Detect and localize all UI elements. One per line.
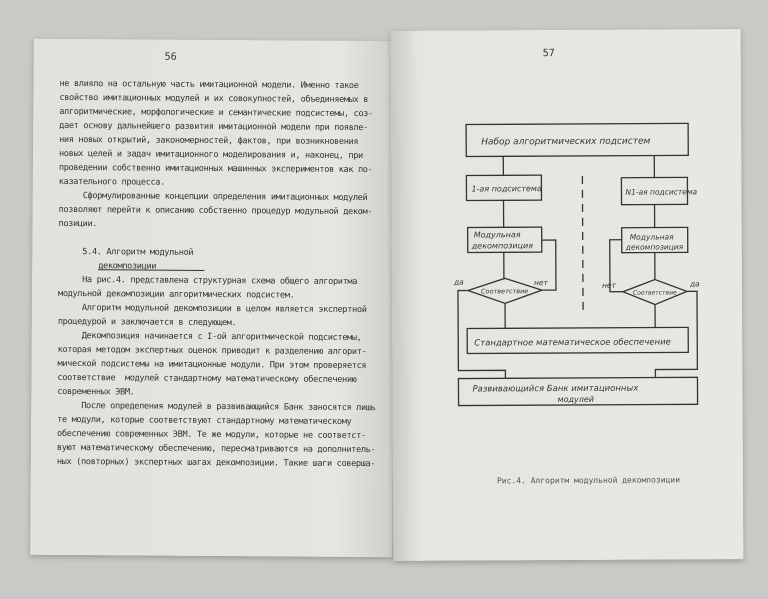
text-line: Алгоритм модульной декомпозиции в целом является экспертной xyxy=(81,303,367,316)
text-line: позволяют перейти к описанию собственно процедур модульной деком- xyxy=(58,204,373,218)
text-line: те модули, которые соответствуют стандартному математическому xyxy=(57,414,352,427)
check-right-label: Соответствие xyxy=(632,289,677,297)
text-line: Декомпозиция начинается с I-ой алгоритмической подсистемы, xyxy=(81,331,362,344)
text-line: модульной декомпозиции алгоритмических подсистем. xyxy=(57,288,295,301)
flowchart xyxy=(391,29,743,471)
text-line: современных ЭВМ. xyxy=(57,386,135,398)
dashed-separator xyxy=(582,176,583,310)
section-title: 5.4. Алгоритм модульной xyxy=(82,247,194,258)
left-page xyxy=(30,39,396,558)
sub-left-label: 1-ая подсистема xyxy=(471,184,542,194)
text-line: вуют математическому обеспечению, пересматриваются на дополнитель- xyxy=(56,442,376,456)
no-right-label: нет xyxy=(601,280,616,290)
text-line: обеспечению современных ЭВМ. Те же модули, которые не соответст- xyxy=(57,428,366,442)
text-line: На рис.4. представлена структурная схема общего алгоритма xyxy=(82,275,358,288)
decomp-right-label: Модульная xyxy=(629,232,674,242)
decomp-left-label: декомпозиция xyxy=(471,241,534,251)
text-line: Сформулированные концепции определения имитационных модулей xyxy=(82,191,368,204)
text-line: дает основу дальнейшего развития имитационной модели при появле- xyxy=(59,120,368,134)
bank-label: модулей xyxy=(557,394,595,405)
text-line: ния новых открытий, закономерностей, фактов, при возникновения xyxy=(59,134,359,148)
text-line: свойство имитационных модулей и их совокупностей, объединяемых в xyxy=(59,92,369,106)
text-line: проведении собственно имитационных машинных экспериментов как по- xyxy=(58,162,373,176)
text-line: новых целей и задач имитационного моделирования и, наконец, при xyxy=(58,148,363,162)
text-line: ных (повторных) экспертных шагах декомпозиции. Такие шаги соверша- xyxy=(56,456,376,470)
no-left-label: нет xyxy=(533,278,548,288)
page-number: 56 xyxy=(164,51,177,63)
page-number: 57 xyxy=(542,48,555,60)
bank-label: Развивающийся Банк имитационных xyxy=(472,383,639,395)
box-top-label: Набор алгоритмических подсистем xyxy=(481,136,651,148)
check-left-label: Соответствие xyxy=(480,287,529,296)
text-line: которая методом экспертных оценок приводит к разделению алгорит- xyxy=(57,344,367,358)
yes-right-label: да xyxy=(689,279,700,289)
text-line: не влияло на остальную часть имитационной модели. Именно такое xyxy=(59,78,359,92)
body-text xyxy=(57,77,390,471)
std-label: Стандартное математическое обеспечение xyxy=(474,337,671,349)
text-line: После определения модулей в развивающийся Банк заносятся лишь xyxy=(81,401,376,414)
text-line: алгоритмические, морфологические и семантические подсистемы, соз- xyxy=(59,106,373,120)
text-line: мической подсистемы на имитационные модули. При этом проверяется xyxy=(57,358,367,372)
text-line: казательного процесса. xyxy=(58,176,165,188)
decomp-left-label: Модульная xyxy=(473,230,521,240)
section-title-2: декомпозиции xyxy=(98,261,157,272)
text-line: позиции. xyxy=(58,218,98,230)
decomp-right-label: декомпозиция xyxy=(625,242,684,252)
text-line: процедурой и заключается в следующем. xyxy=(57,316,237,329)
right-page xyxy=(391,29,744,561)
yes-left-label: да xyxy=(453,277,464,287)
figure-caption: Рис.4. Алгоритм модульной декомпозиции xyxy=(496,475,681,486)
sub-right-label: N1-ая подсистема xyxy=(625,187,698,197)
text-line: соответствие модулей стандартному математическому обеспечению xyxy=(57,372,357,386)
